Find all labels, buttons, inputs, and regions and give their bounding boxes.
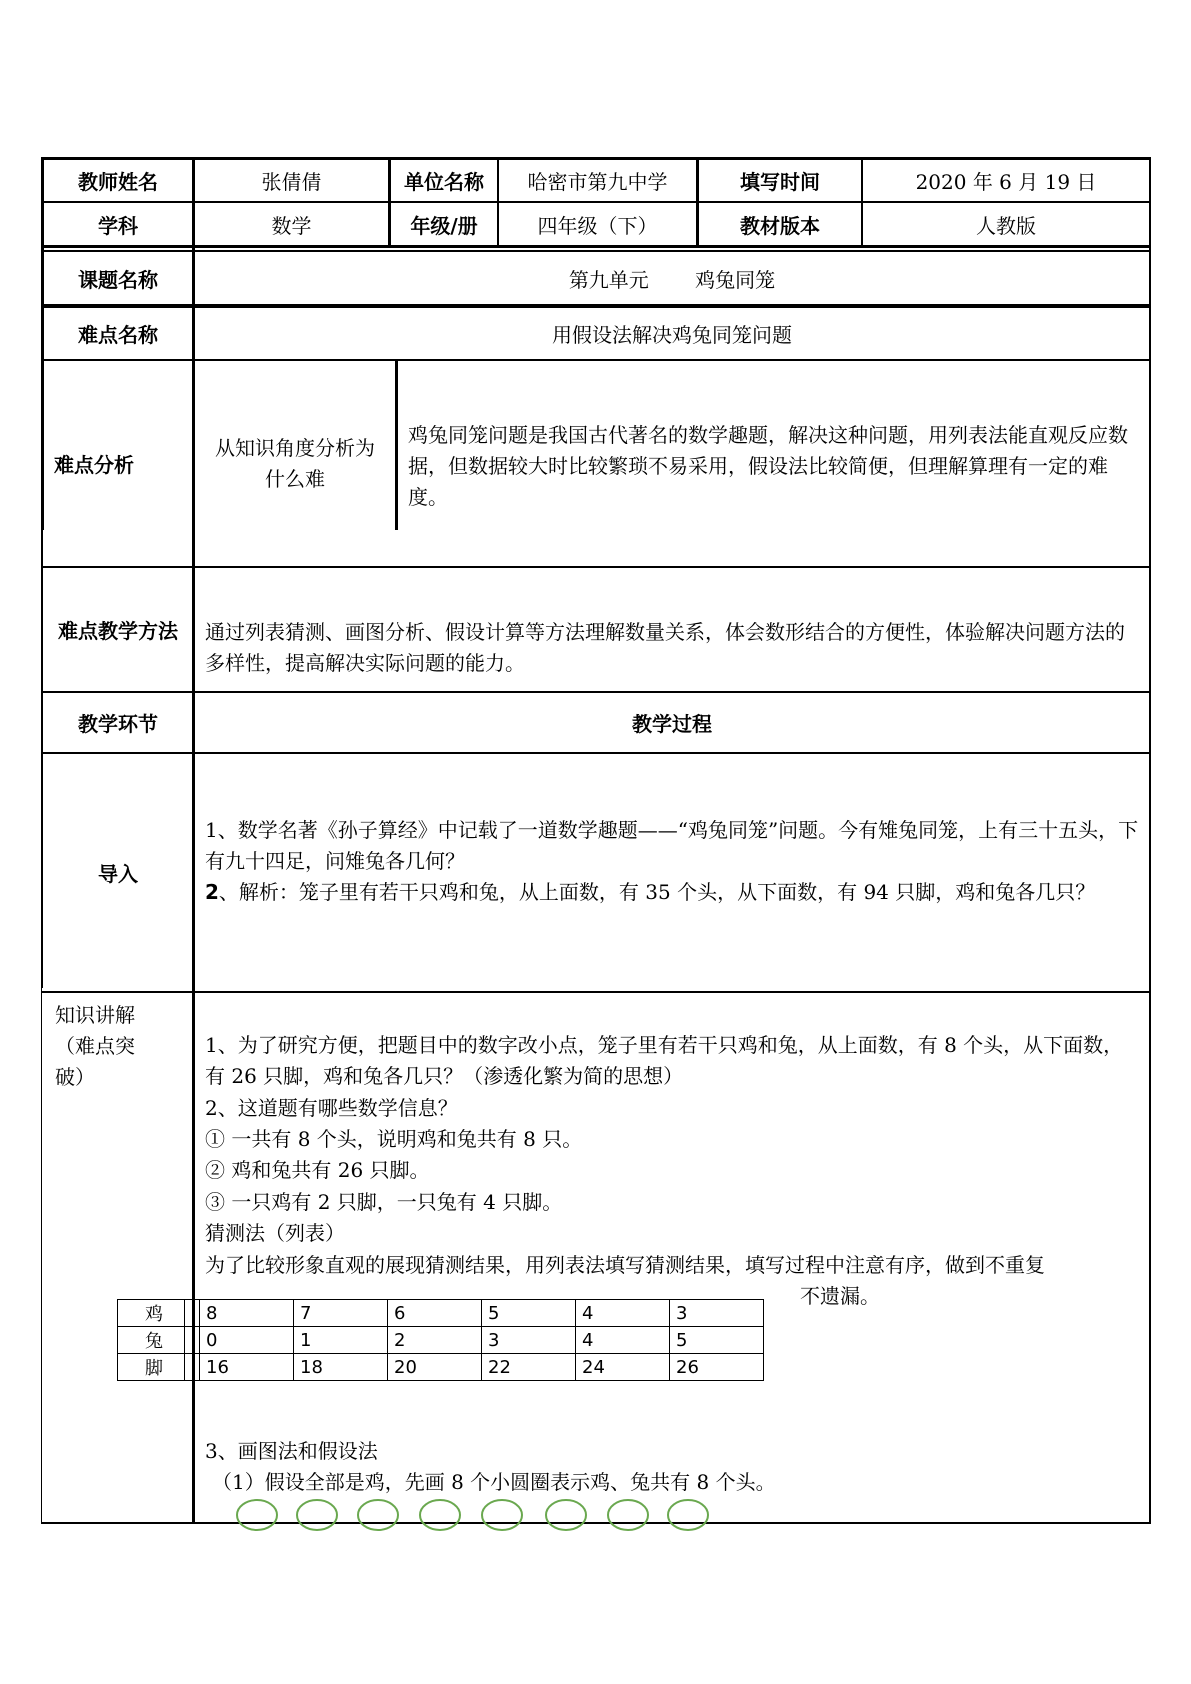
analysis-text: 鸡兔同笼问题是我国古代著名的数学趣题，解决这种问题，用列表法能直观反应数据，但数据较大时比较繁琐不易采用，假设法比较简便，但理解算理有一定的难度。 <box>408 423 1128 509</box>
knowledge-paragraph-3a: （1）假设全部是鸡，先画 8 个小圆圈表示鸡、兔共有 8 个头。 <box>212 1470 776 1494</box>
head-circle <box>668 1500 708 1530</box>
row-label-chicken: 鸡 <box>118 1300 185 1327</box>
row-label-rabbit: 兔 <box>118 1327 185 1354</box>
head-circle <box>297 1500 337 1530</box>
info-item-3: ③ 一只鸡有 2 只脚，一只兔有 4 只脚。 <box>205 1190 563 1214</box>
fill-date: 2020 年 6 月 19 日 <box>915 170 1097 194</box>
knowledge-paragraph-1: 1、为了研究方便，把题目中的数字改小点，笼子里有若干只鸡和兔，从上面数，有 8 个头，从下面数，有 26 只脚，鸡和兔各几只？（渗透化繁为简的思想） <box>205 1033 1124 1088</box>
knowledge-label: 知识讲解（难点突破） <box>55 1003 135 1089</box>
guess-method-title: 猜测法（列表） <box>205 1221 345 1245</box>
chicken-heads-drawing <box>230 1498 710 1532</box>
intro-p2-number: 2 <box>205 880 219 904</box>
intro-label: 导入 <box>98 862 138 886</box>
info-item-2: ② 鸡和兔共有 26 只脚。 <box>205 1158 430 1182</box>
head-circle <box>546 1500 586 1530</box>
analysis-label: 难点分析 <box>54 453 134 477</box>
table-cell: 7 <box>294 1300 388 1327</box>
table-cell: 0 <box>200 1327 294 1354</box>
process-title: 教学过程 <box>632 712 712 736</box>
unit-name: 哈密市第九中学 <box>527 170 668 194</box>
intro-p2-text: 、解析：笼子里有若干只鸡和兔，从上面数，有 35 个头，从下面数，有 94 只脚，鸡和兔各几只？ <box>218 880 1096 904</box>
process-label: 教学环节 <box>78 712 158 736</box>
teacher-label: 教师姓名 <box>78 170 158 194</box>
table-cell: 3 <box>670 1300 764 1327</box>
knowledge-paragraph-3: 3、画图法和假设法 <box>205 1439 378 1463</box>
table-cell: 8 <box>200 1300 294 1327</box>
table-cell: 4 <box>576 1300 670 1327</box>
topic-value: 第九单元 鸡兔同笼 <box>568 267 776 292</box>
table-cell: 26 <box>670 1354 764 1381</box>
table-cell: 4 <box>576 1327 670 1354</box>
analysis-sub-label: 从知识角度分析为什么难 <box>215 435 375 491</box>
intro-paragraph-1: 1、数学名著《孙子算经》中记载了一道数学趣题——“鸡兔同笼”问题。今有雉兔同笼，上有三十五头，下有九十四足，问雉兔各几何？ <box>205 818 1139 873</box>
subject-value: 数学 <box>271 213 312 238</box>
guess-method-text-end: 不遗漏。 <box>800 1284 880 1308</box>
unit-label: 单位名称 <box>404 170 484 194</box>
head-circle <box>237 1500 277 1530</box>
table-cell: 18 <box>294 1354 388 1381</box>
edition-label: 教材版本 <box>740 213 820 238</box>
table-row <box>118 1354 764 1381</box>
head-circle <box>482 1500 522 1530</box>
method-label: 难点教学方法 <box>58 619 178 643</box>
table-cell: 22 <box>482 1354 576 1381</box>
head-circle <box>420 1500 460 1530</box>
table-row <box>118 1300 764 1327</box>
table-cell: 5 <box>670 1327 764 1354</box>
intro-paragraph-2 <box>205 877 1143 908</box>
head-circle <box>608 1500 648 1530</box>
subject-label: 学科 <box>98 213 138 238</box>
table-cell: 5 <box>482 1300 576 1327</box>
table-cell: 1 <box>294 1327 388 1354</box>
knowledge-paragraph-2: 2、这道题有哪些数学信息？ <box>205 1096 458 1120</box>
topic-label: 课题名称 <box>78 267 158 292</box>
table-cell: 3 <box>482 1327 576 1354</box>
difficulty-label: 难点名称 <box>78 323 158 347</box>
grade-label: 年级/册 <box>410 213 478 238</box>
row-label-feet: 脚 <box>118 1354 185 1381</box>
table-cell: 16 <box>200 1354 294 1381</box>
table-cell: 24 <box>576 1354 670 1381</box>
date-label: 填写时间 <box>740 170 820 194</box>
grade-value: 四年级（下） <box>537 213 658 238</box>
guess-table <box>117 1299 764 1381</box>
table-cell: 2 <box>388 1327 482 1354</box>
head-circle <box>358 1500 398 1530</box>
table-row <box>118 1327 764 1354</box>
teacher-name: 张倩倩 <box>261 170 322 194</box>
table-cell: 6 <box>388 1300 482 1327</box>
method-text: 通过列表猜测、画图分析、假设计算等方法理解数量关系，体会数形结合的方便性，体验解决问题方法的多样性，提高解决实际问题的能力。 <box>205 620 1125 675</box>
difficulty-value: 用假设法解决鸡兔同笼问题 <box>552 323 792 347</box>
guess-method-text: 为了比较形象直观的展现猜测结果，用列表法填写猜测结果，填写过程中注意有序，做到不重复 <box>205 1253 1045 1277</box>
edition-value: 人教版 <box>976 213 1036 238</box>
info-item-1: ① 一共有 8 个头，说明鸡和兔共有 8 只。 <box>205 1127 583 1151</box>
table-cell: 20 <box>388 1354 482 1381</box>
